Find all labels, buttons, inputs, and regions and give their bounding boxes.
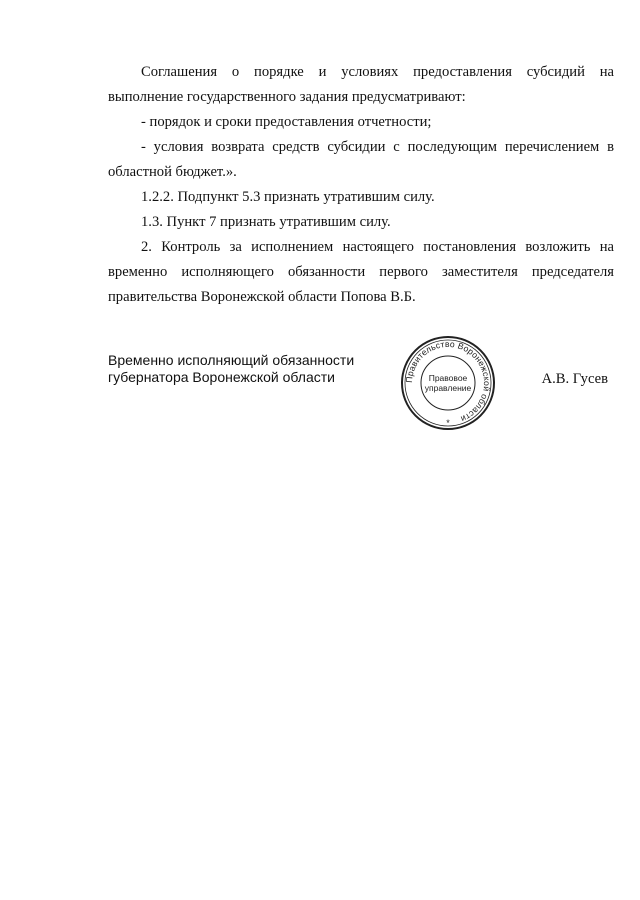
paragraph-reporting: - порядок и сроки предоставления отчетности; (141, 114, 432, 130)
paragraph-subclause-5-3: 1.2.2. Подпункт 5.3 признать утратившим силу. (141, 189, 435, 205)
signatory-title (108, 352, 354, 386)
stamp-ring-text: Правительство Воронежской области (403, 338, 493, 425)
official-stamp (398, 333, 498, 433)
paragraph-clause-7: 1.3. Пункт 7 признать утратившим силу. (141, 214, 391, 230)
document-body (108, 60, 614, 310)
stamp-seal-icon (398, 333, 498, 433)
stamp-center-line-2: управление (424, 383, 472, 393)
paragraph-agreement: Соглашения о порядке и условиях предоставления субсидий на выполнение государственного задания предусматривают: (108, 64, 614, 105)
stamp-center-line-1: Правовое (428, 373, 468, 383)
paragraph-control: 2. Контроль за исполнением настоящего постановления возложить на временно исполняющего обязанности первого заместителя председателя правительства Воронежской области Попова В.Б. (108, 239, 614, 305)
paragraph-refund: - условия возврата средств субсидии с последующим перечислением в областной бюджет.». (108, 139, 614, 180)
signatory-name: А.В. Гусев (541, 371, 608, 387)
signature-block (108, 338, 614, 432)
signatory-title-line-1: Временно исполняющий обязанности (108, 352, 355, 368)
signatory-title-line-2: губернатора Воронежской области (108, 369, 335, 385)
stamp-star: * (446, 418, 450, 428)
